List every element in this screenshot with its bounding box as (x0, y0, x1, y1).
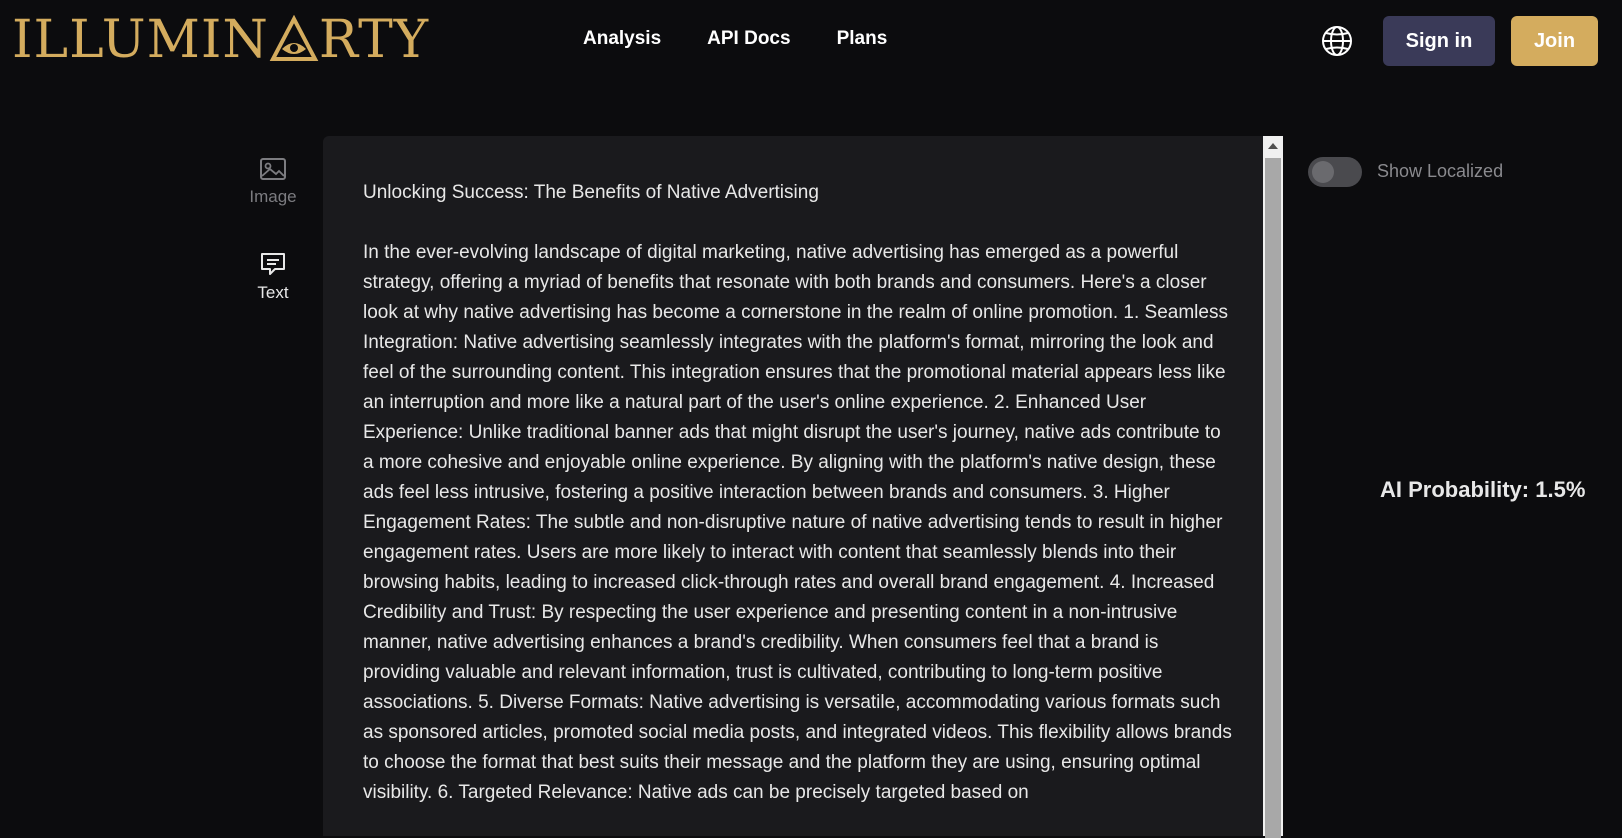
analyzed-text (363, 178, 1233, 808)
nav-analysis[interactable]: Analysis (583, 28, 662, 49)
top-header (0, 0, 1622, 84)
mode-text-label: Text (257, 283, 289, 302)
nav-plans[interactable]: Plans (836, 28, 888, 49)
main-nav (583, 28, 933, 50)
text-panel[interactable] (323, 136, 1263, 836)
sign-in-button[interactable]: Sign in (1383, 16, 1495, 66)
document-body: In the ever-evolving landscape of digital marketing, native advertising has emerged as a powerful strategy, offering a myriad of benefits that resonate with both brands and consumers. Here's a closer look at why native advertising has become a cornerstone in the realm of online promotion. 1. Seamless Integration: Native advertising seamlessly integrates with the platform's format, mirroring the look and feel of the surrounding content. This integration ensures that the promotional material appears less like an interruption and more like a natural part of the user's online experience. 2. Enhanced User Experience: Unlike traditional banner ads that might disrupt the user's journey, native ads contribute to a more cohesive and enjoyable online experience. By aligning with the platform's native design, these ads feel less intrusive, fostering a positive interaction between brands and consumers. 3. Higher Engagement Rates: The subtle and non-disruptive nature of native advertising tends to result in higher engagement rates. Users are more likely to interact with content that seamlessly blends into their browsing habits, leading to increased click-through rates and overall brand engagement. 4. Increased Credibility and Trust: By respecting the user experience and presenting content in a non-intrusive manner, native advertising enhances a brand's credibility. When consumers feel that a brand is providing valuable and relevant information, trust is cultivated, contributing to long-term positive associations. 5. Diverse Formats: Native advertising is versatile, accommodating various formats such as sponsored articles, promoted social media posts, and integrated videos. This flexibility allows brands to choose the format that best suits their message and the platform they are using, ensuring optimal visibility. 6. Targeted Relevance: Native ads can be precisely targeted based on (363, 242, 1232, 803)
nav-api-docs[interactable]: API Docs (707, 28, 791, 49)
toggle-knob (1312, 161, 1334, 183)
mode-text[interactable] (233, 251, 313, 303)
show-localized-toggle[interactable] (1308, 157, 1362, 187)
logo-text-right: RTY (318, 10, 430, 70)
illuminarty-logo[interactable] (12, 10, 429, 70)
document-title: Unlocking Success: The Benefits of Native Advertising (363, 182, 819, 203)
eye-pyramid-icon (269, 15, 319, 65)
text-panel-scrollbar[interactable] (1263, 136, 1283, 836)
scrollbar-thumb[interactable] (1265, 158, 1281, 838)
globe-icon[interactable] (1320, 24, 1354, 58)
logo-text-left: ILLUMIN (12, 10, 269, 70)
mode-image[interactable] (233, 157, 313, 207)
scroll-up-arrow-icon[interactable] (1268, 143, 1278, 149)
mode-image-label: Image (249, 187, 297, 206)
show-localized-label: Show Localized (1377, 161, 1504, 181)
join-button[interactable]: Join (1511, 16, 1598, 66)
chat-bubble-icon (259, 251, 287, 277)
image-icon (259, 157, 287, 181)
ai-probability-result: AI Probability: 1.5% (1380, 477, 1586, 502)
